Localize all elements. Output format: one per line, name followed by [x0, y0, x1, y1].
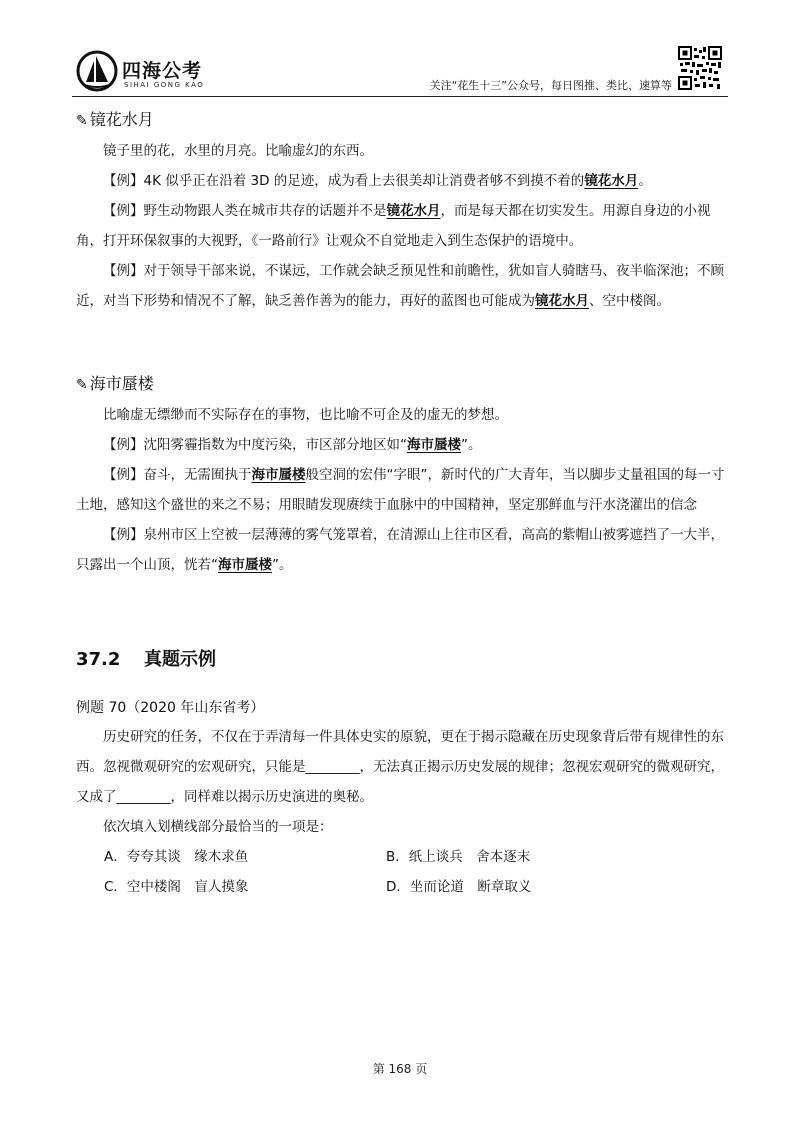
question-prompt: 依次填入划横线部分最恰当的一项是： — [103, 819, 333, 835]
header-divider — [72, 96, 728, 97]
page-header — [0, 0, 800, 100]
page-number: 第 168 页 — [372, 1062, 428, 1076]
page-content — [76, 104, 726, 902]
pencil-icon: ✎ — [76, 377, 88, 393]
question-label: 例题 70（2020 年山东省考） — [76, 700, 265, 716]
brand-name: 四海公考 — [122, 60, 203, 82]
example-sentence: 【例】对于领导干部来说，不谋远，工作就会缺乏预见性和前瞻性，犹如盲人骑瞎马、夜半临深池；不顾近，对当下形势和情况不了解，缺乏善作善为的能力，再好的蓝图也可能成为镜花水月、空中楼阁。 — [76, 263, 724, 309]
qr-code-icon — [678, 46, 722, 90]
idiom-definition: 镜子里的花，水里的月亮。比喻虚幻的东西。 — [103, 143, 373, 159]
answer-options — [76, 842, 726, 902]
idiom-heading: ✎ 海市蜃楼 — [76, 374, 154, 393]
idiom-entry — [76, 368, 726, 580]
example-sentence: 【例】野生动物跟人类在城市共存的话题并不是镜花水月，而是每天都在切实发生。用源自身边的小视角，打开环保叙事的大视野，《一路前行》让观众不自觉地走入到生态保护的语境中。 — [76, 203, 711, 249]
option-b: B．纸上谈兵 舍本逐末 — [386, 849, 531, 865]
brand-subtitle: SIHAI GONG KAO — [124, 81, 205, 89]
idiom-definition: 比喻虚无缥缈而不实际存在的事物，也比喻不可企及的虚无的梦想。 — [103, 407, 508, 423]
example-sentence: 【例】泉州市区上空被一层薄薄的雾气笼罩着，在清源山上往市区看，高高的紫帽山被雾遮挡了一大半，只露出一个山顶，恍若“海市蜃楼”。 — [76, 527, 724, 573]
section-heading: 37.2 真题示例 — [76, 649, 216, 670]
example-sentence: 【例】奋斗，无需囿执于海市蜃楼般空洞的宏伟“字眼”，新时代的广大青年，当以脚步丈量祖国的每一寸土地，感知这个盛世的来之不易；用眼睛发现赓续于血脉中的中国精神，坚定那鲜血与汗水浇灌出的信念 — [76, 467, 725, 513]
question-block — [76, 694, 726, 902]
follow-notice: 关注“花生十三”公众号，每日图推、类比、速算等 — [429, 79, 672, 92]
option-d: D．坐而论道 断章取义 — [386, 879, 532, 895]
example-sentence: 【例】沈阳雾霾指数为中度污染，市区部分地区如“海市蜃楼”。 — [103, 437, 482, 453]
pencil-icon: ✎ — [76, 113, 88, 129]
option-c: C．空中楼阁 盲人摸象 — [104, 879, 249, 895]
idiom-heading: ✎ 镜花水月 — [76, 110, 154, 129]
option-a: A．夸夸其谈 缘木求鱼 — [104, 849, 249, 865]
question-stem: 历史研究的任务，不仅在于弄清每一件具体史实的原貌，更在于揭示隐藏在历史现象背后带有规律性的东西。忽视微观研究的宏观研究，只能是________，无法真正揭示历史发展的规律；忽视宏观研究的微观研究，又成了________，同样难以揭示历史演进的奥秘。 — [76, 729, 724, 805]
example-sentence: 【例】4K 似乎正在沿着 3D 的足迹，成为看上去很美却让消费者够不到摸不着的镜花水月。 — [103, 173, 652, 189]
sailboat-logo-icon — [74, 50, 120, 92]
idiom-entry — [76, 104, 726, 316]
